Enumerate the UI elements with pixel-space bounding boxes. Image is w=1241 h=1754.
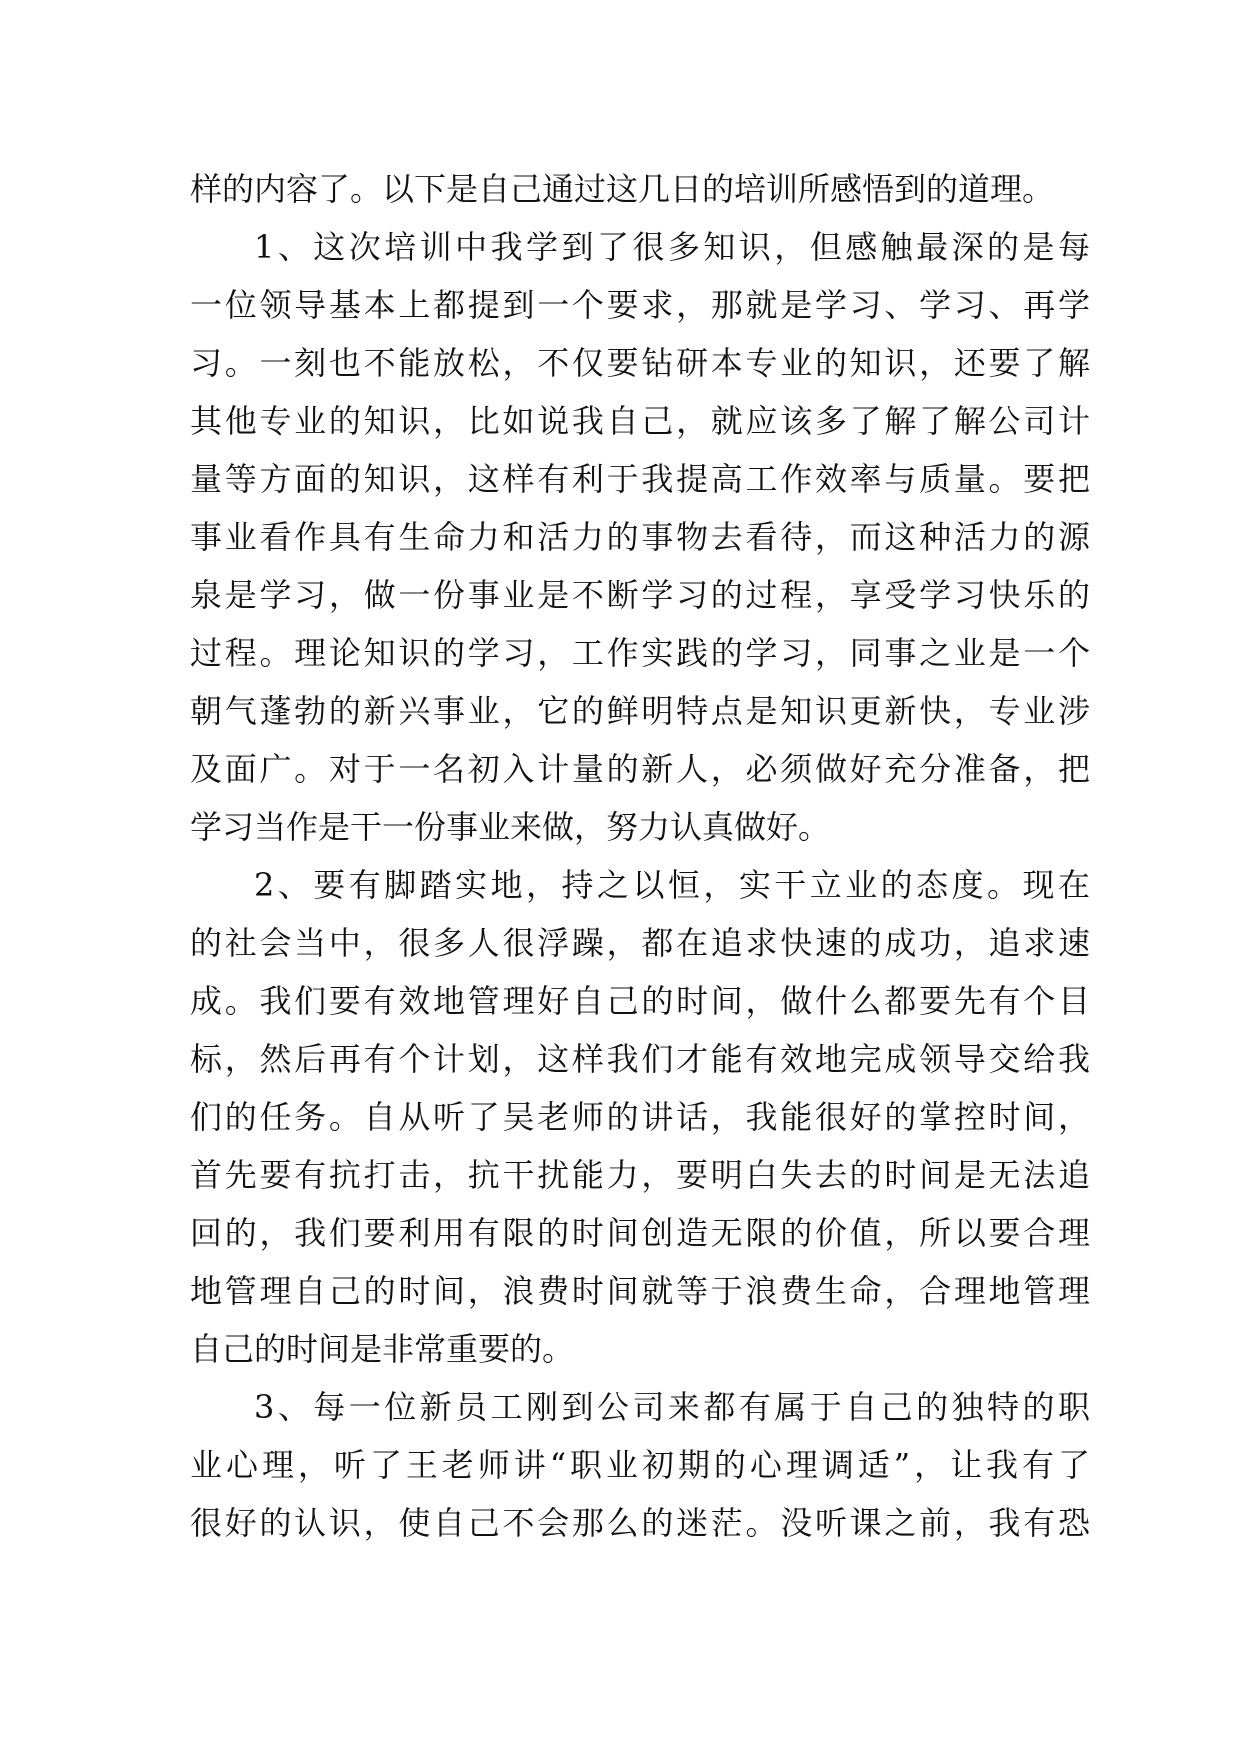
paragraph-first-line: 3、每一位新员工刚到公司来都有属于自己的独特的职 — [254, 1388, 1090, 1426]
text-line: 的社会当中，很多人很浮躁，都在追求快速的成功，追求速 — [190, 924, 1090, 962]
text-line: 很好的认识，使自己不会那么的迷茫。没听课之前，我有恐 — [190, 1504, 1090, 1542]
text-line: 朝气蓬勃的新兴事业，它的鲜明特点是知识更新快，专业涉 — [190, 692, 1090, 730]
text-line: 成。我们要有效地管理好自己的时间，做什么都要先有个目 — [190, 982, 1090, 1020]
text-line: 业心理，听了王老师讲“职业初期的心理调适”，让我有了 — [190, 1446, 1090, 1484]
paragraph-first-line: 1、这次培训中我学到了很多知识，但感触最深的是每 — [254, 228, 1090, 266]
text-line: 一位领导基本上都提到一个要求，那就是学习、学习、再学 — [190, 286, 1090, 324]
text-line: 习。一刻也不能放松，不仅要钻研本专业的知识，还要了解 — [190, 344, 1090, 382]
text-line: 过程。理论知识的学习，工作实践的学习，同事之业是一个 — [190, 634, 1090, 672]
text-line: 回的，我们要利用有限的时间创造无限的价值，所以要合理 — [190, 1214, 1090, 1252]
text-line: 学习当作是干一份事业来做，努力认真做好。 — [190, 808, 831, 846]
text-line: 自己的时间是非常重要的。 — [190, 1330, 575, 1368]
text-line: 事业看作具有生命力和活力的事物去看待，而这种活力的源 — [190, 518, 1090, 556]
text-line: 们的任务。自从听了吴老师的讲话，我能很好的掌控时间， — [190, 1098, 1090, 1136]
paragraph-first-line: 2、要有脚踏实地，持之以恒，实干立业的态度。现在 — [254, 866, 1090, 904]
text-line: 其他专业的知识，比如说我自己，就应该多了解了解公司计 — [190, 402, 1090, 440]
text-line: 量等方面的知识，这样有利于我提高工作效率与质量。要把 — [190, 460, 1090, 498]
document-body — [190, 160, 1090, 1552]
text-line: 泉是学习，做一份事业是不断学习的过程，享受学习快乐的 — [190, 576, 1090, 614]
text-line: 标，然后再有个计划，这样我们才能有效地完成领导交给我 — [190, 1040, 1090, 1078]
text-line: 首先要有抗打击，抗干扰能力，要明白失去的时间是无法追 — [190, 1156, 1090, 1194]
text-line: 样的内容了。以下是自己通过这几日的培训所感悟到的道理。 — [190, 170, 1055, 208]
text-line: 地管理自己的时间，浪费时间就等于浪费生命，合理地管理 — [190, 1272, 1090, 1310]
text-line: 及面广。对于一名初入计量的新人，必须做好充分准备，把 — [190, 750, 1090, 788]
